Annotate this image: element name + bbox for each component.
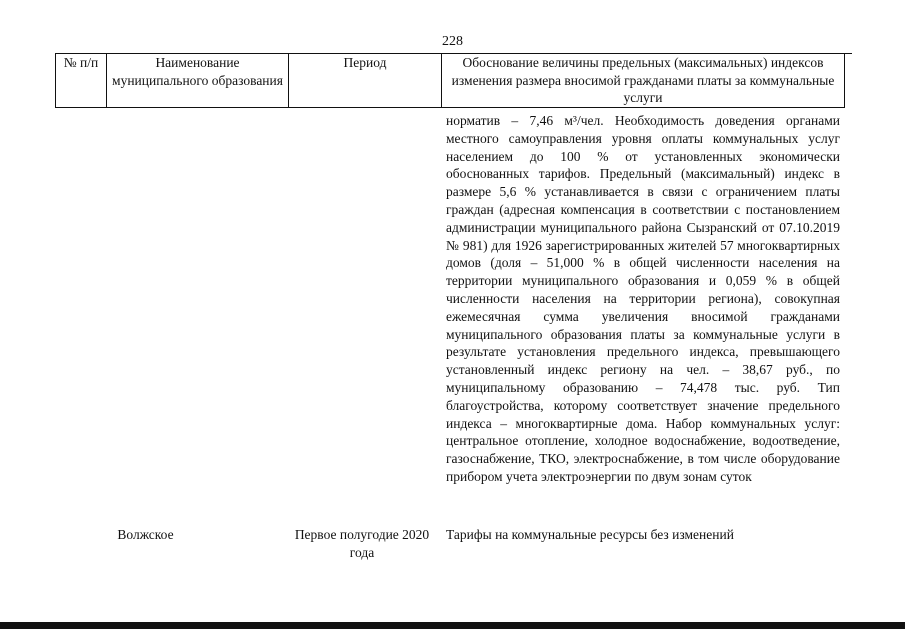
header-period: Период <box>289 53 442 107</box>
table-header <box>55 53 845 108</box>
header-justification: Обоснование величины предельных (максимальных) индексов изменения размера вносимой гражданами платы за коммунальные услуги <box>442 53 845 107</box>
header-municipality: Наименование муниципального образования <box>107 53 289 107</box>
page-number: 228 <box>442 34 463 49</box>
row-municipality: Волжское <box>117 527 174 542</box>
scan-bottom-border <box>0 622 905 629</box>
row-period: Первое полугодие 2020 года <box>294 527 430 560</box>
justification-continuation: норматив – 7,46 м³/чел. Необходимость доведения органами местного самоуправления уровня оплаты коммунальных услуг населением до 100 % от установленных экономически обоснованных тарифов. Предельный (максимальный) индекс в размере 5,6 % устанавливается в связи с ограничением платы граждан (адресная компенсация в соответствии с постановлением администрации муниципального района Сызранский от 07.10.2019 № 981) для 1926 зарегистрированных жителей 57 многоквартирных домов (доля – 51,000 % в общей численности населения на территории муниципального образования и 0,059 % в общей численности населения на территории региона), совокупная ежемесячная сумма увеличения вносимой гражданами муниципального образования платы за коммунальные услуги в результате установления предельного индекса, превышающего установленный индекс региону на чел. – 38,67 руб., по муниципальному образованию – 74,478 тыс. руб. Тип благоустройства, которому соответствует значение предельного индекса – многоквартирные дома. Набор коммунальных услуг: центральное отопление, холодное водоснабжение, водоотведение, газоснабжение, ТКО, электроснабжение, в том числе оборудование прибором учета электроэнергии по двум зонам суток <box>446 113 840 484</box>
row-justification: Тарифы на коммунальные ресурсы без изменений <box>446 527 734 542</box>
header-number: № п/п <box>56 53 107 107</box>
